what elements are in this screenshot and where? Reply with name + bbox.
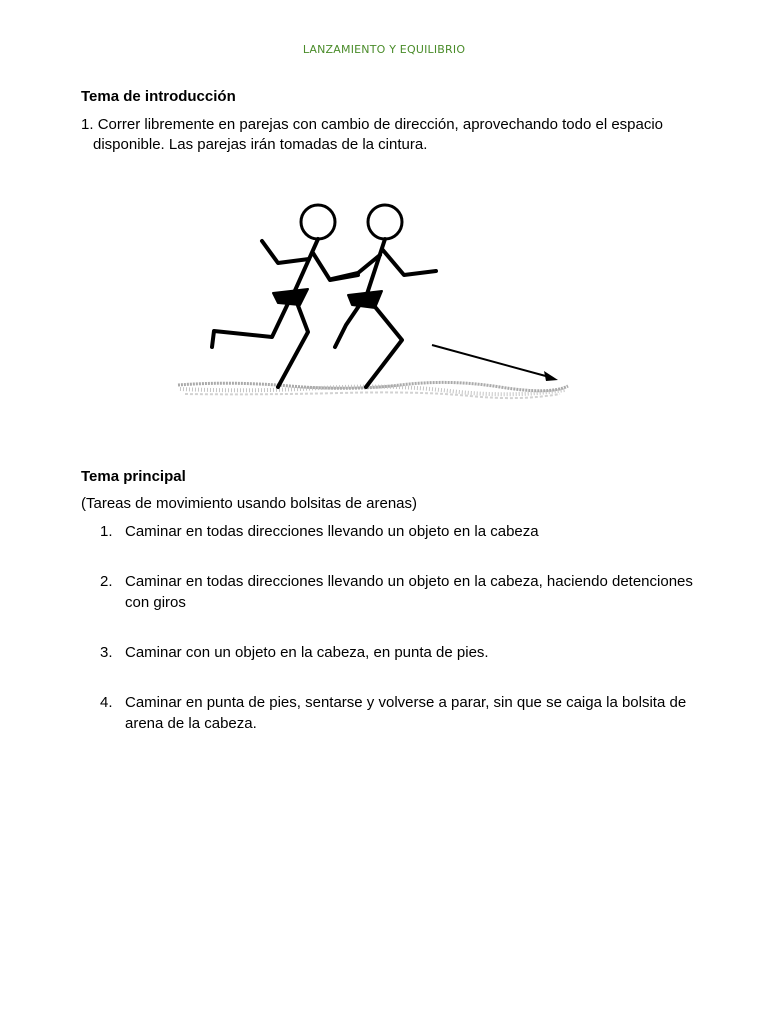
intro-item-line2: disponible. Las parejas irán tomadas de la cintura. xyxy=(93,136,428,153)
intro-title: Tema de introducción xyxy=(81,88,236,105)
main-title: Tema principal xyxy=(81,468,186,485)
list-item-number: 1. xyxy=(100,523,113,540)
list-item-number: 4. xyxy=(100,694,113,711)
intro-item xyxy=(81,115,701,155)
main-subtitle: (Tareas de movimiento usando bolsitas de arenas) xyxy=(81,495,418,512)
list-item-number: 2. xyxy=(100,573,113,590)
list-item-text: Caminar en todas direcciones llevando un objeto en la cabeza xyxy=(125,523,539,540)
list-item xyxy=(100,692,700,734)
list-item-text: Caminar con un objeto en la cabeza, en punta de pies. xyxy=(125,644,489,661)
intro-item-line1: Correr libremente en parejas con cambio de dirección, aprovechando todo el espacio xyxy=(97,116,664,133)
direction-arrow xyxy=(432,345,558,381)
list-item xyxy=(100,642,700,663)
list-item-text: Caminar en todas direcciones llevando un objeto en la cabeza, haciendo detenciones con giros xyxy=(125,573,693,611)
list-item xyxy=(100,521,700,542)
ground-texture xyxy=(178,382,568,398)
running-pair-illustration xyxy=(170,195,580,410)
runner-left xyxy=(212,205,358,387)
list-item-text: Caminar en punta de pies, sentarse y volverse a parar, sin que se caiga la bolsita de arena de la cabeza. xyxy=(125,694,687,732)
runner-right xyxy=(332,205,436,387)
page-header: LANZAMIENTO Y EQUILIBRIO xyxy=(302,43,466,56)
list-item-number: 3. xyxy=(100,644,113,661)
intro-item-number: 1. xyxy=(81,116,94,133)
list-item xyxy=(100,571,700,613)
